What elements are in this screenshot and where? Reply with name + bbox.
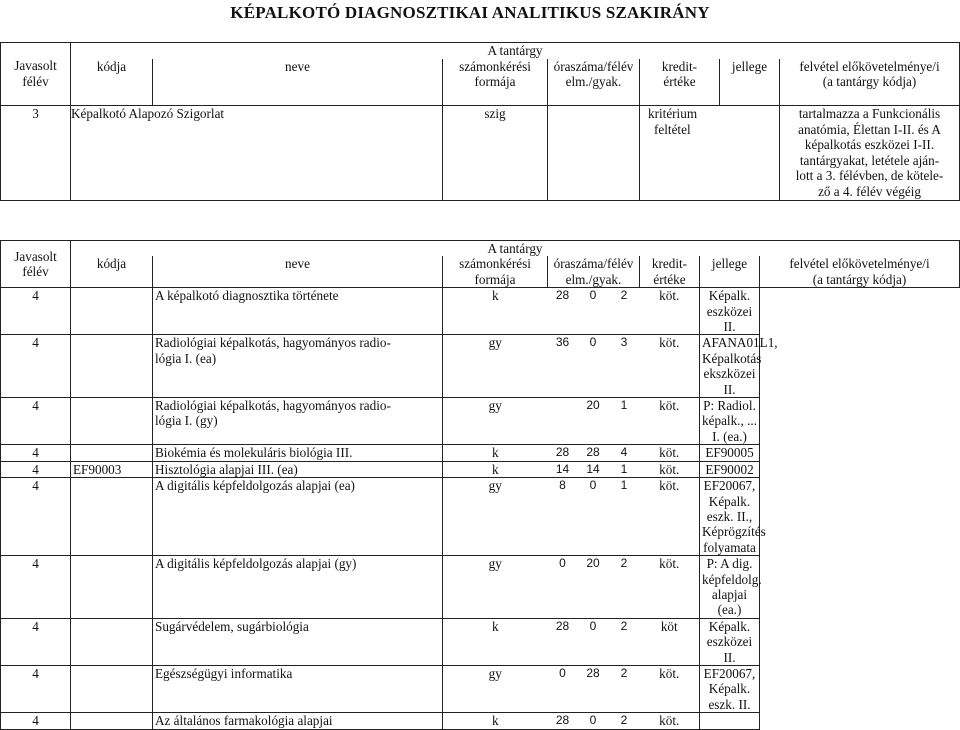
- name-cell-line1: Radiológiai képalkotás, hagyományos radio-: [155, 398, 391, 414]
- exam-header-line2: formája: [474, 271, 516, 287]
- subject-group-header: [71, 43, 960, 59]
- hours-theory-cell: 28: [548, 288, 578, 335]
- credit-header-line1: kredit-: [651, 256, 688, 272]
- code-cell: [71, 618, 153, 665]
- prereq-cell: [700, 665, 760, 712]
- name-cell: [153, 335, 443, 398]
- table-row: [1, 478, 960, 556]
- prereq-line: tartalmazza a Funkcionális: [798, 106, 941, 121]
- prereq-cell: [700, 461, 760, 477]
- type-line2: feltétel: [654, 121, 691, 137]
- hours-practice-cell: 20: [578, 398, 609, 445]
- prereq-cell-line1: P: Radiol. képalk., ... I. (ea.): [702, 398, 757, 444]
- subject-group-header: [71, 241, 960, 257]
- name-cell: [153, 445, 443, 461]
- exam-cell: k: [443, 288, 548, 335]
- header-row: [1, 241, 960, 257]
- table-row: [1, 665, 960, 712]
- table-row: [1, 713, 960, 729]
- table-row: [1, 398, 960, 445]
- code-cell: [71, 445, 153, 461]
- name-cell: [153, 665, 443, 712]
- semester-cell: 4: [1, 288, 71, 335]
- credit-cell: 1: [609, 398, 640, 445]
- exam-cell: k: [443, 445, 548, 461]
- name-cell: [153, 713, 443, 729]
- hours-header: [548, 256, 640, 287]
- subject-group-label: A tantárgy: [487, 43, 543, 58]
- code-cell: [71, 665, 153, 712]
- type-cell: köt.: [640, 478, 700, 556]
- prereq-cell-line1: P: A dig. képfeldolg. alapjai: [702, 556, 762, 602]
- subject-group-label: A tantárgy: [487, 241, 543, 256]
- hours-practice-cell: 28: [578, 665, 609, 712]
- prereq-cell: [700, 398, 760, 445]
- hours-theory-cell: 8: [548, 478, 578, 556]
- credit-cell: 2: [609, 288, 640, 335]
- name-cell: [153, 618, 443, 665]
- hours-header-line1: óraszáma/félév: [553, 256, 634, 272]
- name-cell-line1: A digitális képfeldolgozás alapjai (ea): [155, 478, 355, 494]
- hours-practice-cell: 20: [578, 556, 609, 619]
- code-cell: [71, 713, 153, 729]
- exam-cell: gy: [443, 478, 548, 556]
- hours-header-line1: óraszáma/félév: [553, 58, 634, 74]
- exam-cell: gy: [443, 398, 548, 445]
- name-header: [153, 256, 443, 287]
- subject-name: Képalkotó Alapozó Szigorlat: [71, 106, 225, 121]
- prereq-line: ző a 4. félév végéig: [818, 183, 921, 199]
- name-cell-line1: Hisztológia alapjai III. (ea): [155, 461, 298, 477]
- semester-header: [1, 241, 71, 288]
- prereq-header-line1: felvétel előkövetelménye/i: [799, 58, 940, 74]
- prereq-cell-line1: EF90005: [705, 445, 754, 461]
- semester-cell: 4: [1, 398, 71, 445]
- credit-header-line2: értéke: [663, 74, 696, 90]
- hours-theory-cell: 28: [548, 445, 578, 461]
- header-row-2: [1, 256, 960, 287]
- prereq-line: képalkotás eszközei I-II.: [804, 137, 935, 153]
- code-header: [71, 59, 153, 106]
- prereq-cell-line1: AFANA01L1, Képalkotás: [702, 335, 778, 366]
- credit-header: [640, 256, 700, 287]
- exam-header-line1: számonkérési: [459, 58, 531, 74]
- semester-cell: 4: [1, 478, 71, 556]
- semester-header: [1, 43, 71, 106]
- type-header-label: jellege: [711, 256, 748, 272]
- semester-cell: 4: [1, 713, 71, 729]
- page-title: KÉPALKOTÓ DIAGNOSZTIKAI ANALITIKUS SZAKIRÁNY: [230, 3, 710, 22]
- semester-cell: 4: [1, 461, 71, 477]
- table-row: [1, 445, 960, 461]
- prereq-line: anatómia, Élettan I-II. és A: [798, 121, 941, 137]
- name-cell-line1: Radiológiai képalkotás, hagyományos radio-: [155, 335, 391, 351]
- prereq-cell-line2: (ea.): [717, 602, 742, 618]
- prereq-cell-line1: EF90002: [705, 461, 754, 477]
- prereq-cell: [700, 445, 760, 461]
- hours-practice-cell: 14: [578, 461, 609, 477]
- exam-cell: k: [443, 618, 548, 665]
- name-cell-line1: Biokémia és molekuláris biológia III.: [155, 445, 353, 461]
- code-cell: [71, 398, 153, 445]
- prereq-cell-line1: EF20067, Képalk. eszk. II.,: [703, 478, 756, 524]
- table-row: [1, 461, 960, 477]
- prereq-cell-line2: Képrögzítés folyamata: [702, 524, 766, 555]
- exam-header: [443, 59, 548, 106]
- type-header-label: jellege: [731, 58, 768, 74]
- hours-practice-cell: 28: [578, 445, 609, 461]
- semester-header-line1: Javasolt: [14, 248, 57, 264]
- name-header: [153, 59, 443, 106]
- prereq-cell: [700, 618, 760, 665]
- exam-cell: k: [443, 461, 548, 477]
- credit-header-line1: kredit-: [661, 58, 698, 74]
- semester-cell: 4: [1, 665, 71, 712]
- prereq-cell: [700, 713, 760, 729]
- exam-header-line2: formája: [474, 74, 516, 90]
- hours-practice-cell: 0: [578, 478, 609, 556]
- hours-practice-cell: 0: [578, 618, 609, 665]
- exam-cell: gy: [443, 556, 548, 619]
- prereq-header-line1: felvétel előkövetelménye/i: [789, 256, 930, 272]
- name-cell-line1: A képalkotó diagnosztika története: [155, 288, 339, 304]
- prereq-header-line2: (a tantárgy kódja): [812, 271, 907, 287]
- hours-theory-cell: 36: [548, 335, 578, 398]
- code-cell: [71, 288, 153, 335]
- hours-theory-cell: [548, 398, 578, 445]
- type-cell: köt.: [640, 398, 700, 445]
- prereq-cell: [700, 288, 760, 335]
- header-row-2: [1, 59, 960, 106]
- type-cell: köt.: [640, 713, 700, 729]
- table-row: [1, 106, 960, 201]
- hours-header-line2: elm./gyak.: [565, 271, 622, 287]
- table-row: [1, 335, 960, 398]
- exam-header-line1: számonkérési: [459, 256, 531, 272]
- table-body: [1, 288, 960, 729]
- prereq-cell: [780, 106, 960, 201]
- hours-practice-cell: 0: [578, 713, 609, 729]
- type-cell: köt.: [640, 556, 700, 619]
- table-row: [1, 556, 960, 619]
- code-cell: [71, 335, 153, 398]
- name-cell-line2: lógia I. (gy): [155, 413, 218, 429]
- header-row: [1, 43, 960, 59]
- type-header: [720, 59, 780, 106]
- hours-theory-cell: 0: [548, 556, 578, 619]
- name-cell: [153, 461, 443, 477]
- semester-header-line1: Javasolt: [14, 58, 57, 74]
- prereq-header-line2: (a tantárgy kódja): [822, 74, 917, 90]
- semester-header-line2: félév: [22, 74, 49, 89]
- name-header-label: neve: [285, 58, 310, 74]
- credit-cell: 2: [609, 618, 640, 665]
- prereq-header: [780, 59, 960, 106]
- semester-cell: 4: [1, 556, 71, 619]
- type-cell: köt.: [640, 288, 700, 335]
- credit-cell: 2: [609, 713, 640, 729]
- credit-cell: 2: [609, 556, 640, 619]
- hours-theory-cell: 28: [548, 713, 578, 729]
- semester-cell: 4: [1, 445, 71, 461]
- exam-cell: gy: [443, 335, 548, 398]
- type-cell: köt.: [640, 445, 700, 461]
- exam-header: [443, 256, 548, 287]
- semester-cell: 4: [1, 335, 71, 398]
- prereq-cell-line1: Képalk. eszközei II.: [706, 288, 753, 335]
- name-header-label: neve: [285, 256, 310, 272]
- type-cell: köt: [640, 618, 700, 665]
- code-cell: [71, 556, 153, 619]
- hours-header-line2: elm./gyak.: [565, 74, 622, 90]
- credit-cell: 1: [609, 478, 640, 556]
- code-header: [71, 256, 153, 287]
- exam-cell: k: [443, 713, 548, 729]
- type-cell: köt.: [640, 335, 700, 398]
- table-row: [1, 618, 960, 665]
- name-cell-line2: lógia I. (ea): [155, 350, 217, 366]
- name-cell: [153, 556, 443, 619]
- prereq-line: lott a 3. félévben, de kötele-: [795, 168, 944, 184]
- semester-cell: 3: [1, 106, 71, 201]
- exam-cell: szig: [443, 106, 548, 201]
- hours-header: [548, 59, 640, 106]
- code-header-label: kódja: [96, 256, 127, 272]
- hours-theory-cell: 0: [548, 665, 578, 712]
- credit-cell: 2: [609, 665, 640, 712]
- name-cell-line1: Az általános farmakológia alapjai: [155, 713, 333, 729]
- prereq-cell: [700, 335, 778, 398]
- credit-cell: 1: [609, 461, 640, 477]
- table-row: [1, 288, 960, 335]
- type-cell: köt.: [640, 665, 700, 712]
- credit-header: [640, 59, 720, 106]
- credit-header-line2: értéke: [653, 271, 686, 287]
- prereq-line: tantárgyakat, letétele aján-: [799, 152, 940, 168]
- prereq-cell-line1: EF20067, Képalk. eszk. II.: [703, 665, 756, 712]
- name-cell: [153, 478, 443, 556]
- name-cell-line1: Egészségügyi informatika: [155, 665, 293, 681]
- type-line1: kritérium: [648, 106, 698, 121]
- name-cell: [153, 288, 443, 335]
- name-cell-line1: Sugárvédelem, sugárbiológia: [155, 618, 309, 634]
- hours-theory-cell: 28: [548, 618, 578, 665]
- hours-cell: [548, 106, 640, 201]
- prereq-cell-line1: Képalk. eszközei II.: [706, 618, 753, 665]
- name-cell: [71, 106, 443, 201]
- type-cell: [640, 106, 780, 201]
- type-cell: köt.: [640, 461, 700, 477]
- name-cell: [153, 398, 443, 445]
- code-cell: [71, 478, 153, 556]
- credit-cell: 4: [609, 445, 640, 461]
- type-header: [700, 256, 760, 287]
- hours-practice-cell: 0: [578, 335, 609, 398]
- semester-cell: 4: [1, 618, 71, 665]
- name-cell-line1: A digitális képfeldolgozás alapjai (gy): [155, 556, 357, 572]
- code-cell: EF90003: [71, 461, 153, 477]
- credit-cell: 3: [609, 335, 640, 398]
- exam-cell: gy: [443, 665, 548, 712]
- hours-practice-cell: 0: [578, 288, 609, 335]
- curriculum-table-1: [0, 42, 960, 201]
- prereq-cell-line2: ekszközei II.: [703, 366, 756, 397]
- code-header-label: kódja: [96, 58, 127, 74]
- prereq-cell: [700, 478, 766, 556]
- hours-theory-cell: 14: [548, 461, 578, 477]
- prereq-cell: [700, 556, 760, 619]
- semester-header-line2: félév: [22, 264, 49, 280]
- curriculum-table-2: [0, 240, 960, 730]
- prereq-header: [760, 256, 960, 287]
